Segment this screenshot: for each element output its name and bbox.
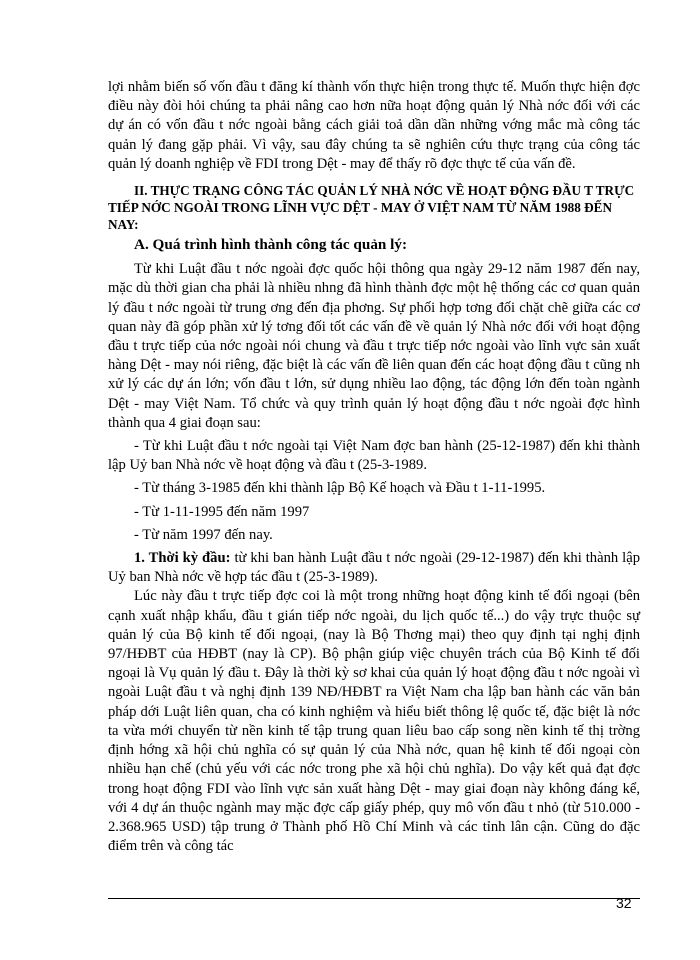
footer-divider	[108, 898, 640, 899]
page-number: 32	[616, 895, 632, 911]
paragraph-a: Từ khi Luật đầu t nớc ngoài đợc quốc hội thông qua ngày 29-12 năm 1987 đến nay, mặc dù thời gian cha phải là nhiều nhng đã hình thành đợc một hệ thống các cơ quan quản lý đầu t nớc ngoài từ trung ơng đến địa phơng. Sự phối hợp tơng đối chặt chẽ giữa các cơ quan này đã góp phần xử lý tơng đối tốt các vấn đề về quản lý Nhà nớc đối với hoạt động đầu t trực tiếp của nớc ngoài nói chung và đầu t trực tiếp nớc ngoài vào lĩnh vực sản xuất hàng Dệt - may nói riêng, đặc biệt là các vấn đề liên quan đến các hoạt động đầu t cũng nh xử lý các dự án lớn; vốn đầu t lớn, sử dụng nhiều lao động, tác động lớn đến toàn ngành Dệt - may Việt Nam. Tổ chức và quy trình quản lý hoạt động đầu t nớc ngoài đợc hình thành qua 4 giai đoạn sau:	[108, 261, 640, 431]
document-body	[108, 78, 640, 856]
stage-item: - Từ khi Luật đầu t nớc ngoài tại Việt Nam đợc ban hành (25-12-1987) đến khi thành lập Uỷ ban Nhà nớc về hoạt động và đầu t (25-3-1989.	[108, 438, 640, 474]
period1-title: 1. Thời kỳ đầu:	[134, 550, 231, 567]
paragraph-b: Lúc này đầu t trực tiếp đợc coi là một trong những hoạt động kinh tế đối ngoại (bên cạnh xuất nhập khẩu, đầu t gián tiếp nớc ngoài, du lịch quốc tế...) do vậy trực thuộc sự quản lý của Bộ kinh tế đối ngoại, (nay là Bộ Thơng mại) theo quy định tại nghị định 97/HĐBT của HĐBT (nay là CP). Bộ phận giúp việc chuyên trách của Bộ Kinh tế đối ngoại là Vụ quản lý đầu t. Đây là thời kỳ sơ khai của quản lý hoạt động đầu t nớc ngoài vì ngoài Luật đầu t và nghị định 139 NĐ/HĐBT ra Việt Nam cha lập ban hành các văn bản pháp dới Luật liên quan, cha có kinh nghiệm và hiểu biết thông lệ quốc tế, đặc biệt là nớc ta vừa mới chuyển từ nền kinh tế tập trung quan liêu bao cấp song nền kinh tế thị trờng định hớng xã hội chủ nghĩa có sự quản lý của Nhà nớc, quan hệ kinh tế đối ngoại còn nhiều hạn chế (chủ yếu với các nớc trong phe xã hội chủ nghĩa). Do vậy kết quả đạt đợc trong hoạt động FDI vào lĩnh vực sản xuất hàng Dệt - may giai đoạn này không đáng kể, với 4 dự án thuộc ngành may mặc đợc cấp giấy phép, quy mô vốn đầu t nhỏ (từ 510.000 - 2.368.965 USD) tập trung ở Thành phố Hồ Chí Minh và các tỉnh lân cận. Cũng do đặc điểm trên và công tác	[108, 588, 640, 855]
period1-text: từ khi ban hành Luật đầu t nớc ngoài (29-12-1987) đến khi thành lập Uỷ ban Nhà nớc về hợp tác đầu t (25-3-1989).	[108, 550, 640, 586]
intro-paragraph: lợi nhằm biến số vốn đầu t đăng kí thành vốn thực hiện trong thực tế. Muốn thực hiện đợc điều này đòi hỏi chúng ta phải nâng cao hơn nữa hoạt động quản lý Nhà nớc đối với các dự án có vốn đầu t nớc ngoài bằng cách giải toả dần dần những vớng mắc mà công tác quản lý đang gặp phải. Vì vậy, sau đây chúng ta sẽ nghiên cứu thực trạng của công tác quản lý doanh nghiệp về FDI trong Dệt - may để thấy rõ đợc thực tế của vấn đề.	[108, 79, 640, 172]
section-heading: II. THỰC TRẠNG CÔNG TÁC QUẢN LÝ NHÀ NỚC VỀ HOẠT ĐỘNG ĐẦU T TRỰC TIẾP NỚC NGOÀI TRONG LĨNH VỰC DỆT - MAY Ở VIỆT NAM TỪ NĂM 1988 ĐẾN NAY:	[108, 183, 635, 233]
period1-paragraph	[108, 549, 640, 587]
stage-item: - Từ năm 1997 đến nay.	[134, 526, 273, 543]
stage-item: - Từ tháng 3-1985 đến khi thành lập Bộ Kế hoạch và Đầu t 1-11-1995.	[134, 480, 546, 497]
stage-item: - Từ 1-11-1995 đến năm 1997	[134, 503, 310, 520]
subheading-a: A. Quá trình hình thành công tác quản lý:	[134, 236, 408, 254]
